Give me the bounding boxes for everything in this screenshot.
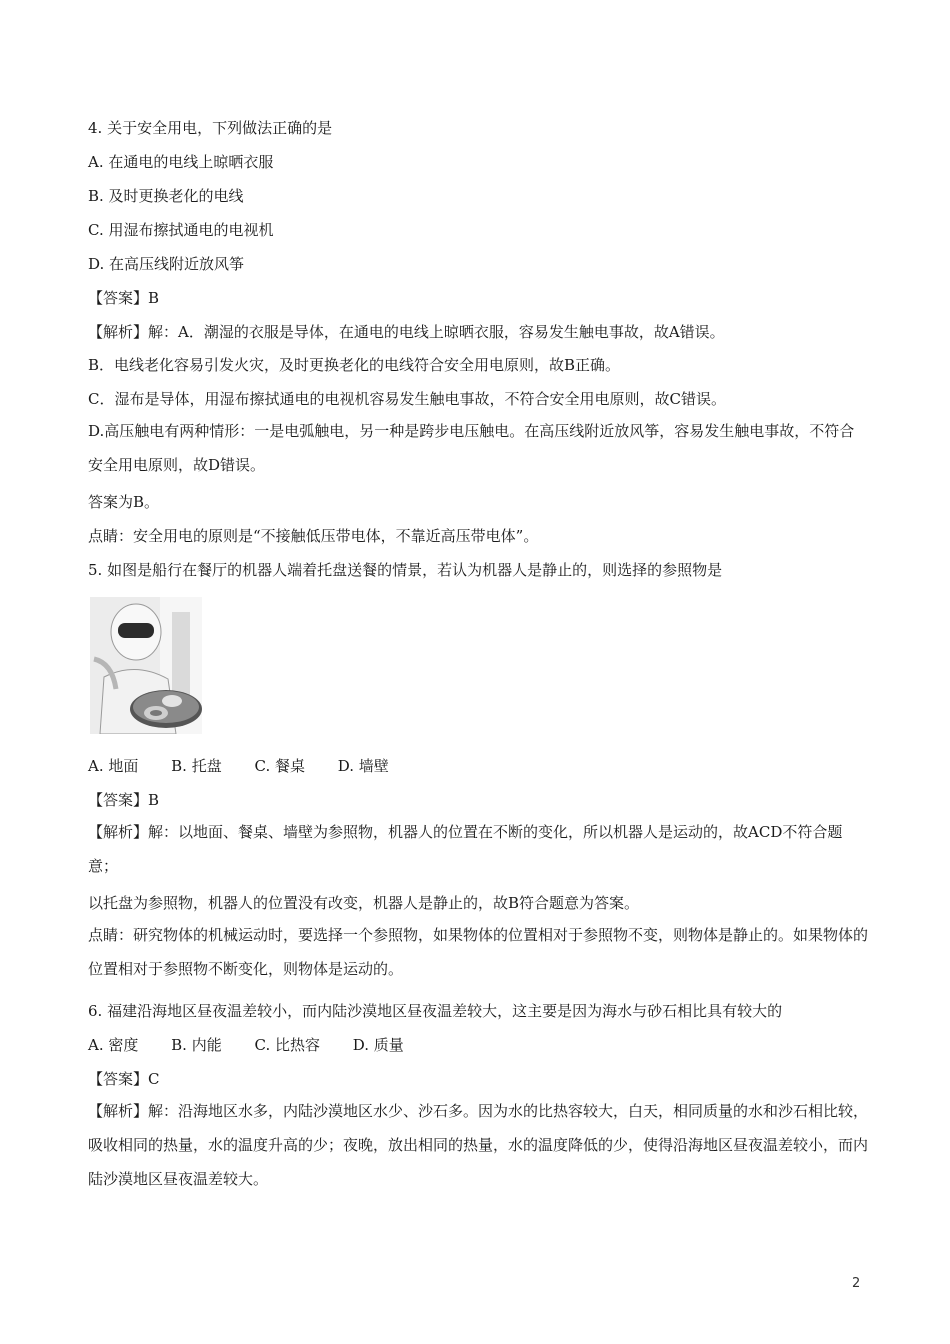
q4-conclusion: 答案为B。 [88, 493, 160, 511]
q6-option-a: A. 密度 [88, 1036, 139, 1054]
q6-option-d: D. 质量 [352, 1036, 404, 1054]
q5-option-d: D. 墙壁 [337, 757, 389, 775]
q5-options [88, 756, 417, 776]
q4-tip: 点睛：安全用电的原则是“不接触低压带电体，不靠近高压带电体”。 [88, 527, 539, 545]
q6-options [88, 1035, 432, 1055]
q6-option-c: C. 比热容 [254, 1036, 320, 1054]
q5-analysis: 【解析】解：以地面、餐桌、墙壁为参照物，机器人的位置在不断的变化，所以机器人是运动的，故ACD不符合题意； [88, 823, 843, 875]
q4-option-d: D. 在高压线附近放风筝 [88, 255, 245, 273]
q4-answer: 【答案】B [88, 289, 160, 307]
q5-answer: 【答案】B [88, 791, 160, 809]
q5-tip: 点睛：研究物体的机械运动时，要选择一个参照物，如果物体的位置相对于参照物不变，则物体是静止的。如果物体的位置相对于参照物不断变化，则物体是运动的。 [88, 926, 869, 978]
q4-stem: 4. 关于安全用电，下列做法正确的是 [88, 119, 333, 137]
q6-stem: 6. 福建沿海地区昼夜温差较小，而内陆沙漠地区昼夜温差较大，这主要是因为海水与砂石相比具有较大的 [88, 1002, 783, 1020]
q5-option-c: C. 餐桌 [254, 757, 305, 775]
q4-analysis-d: D.高压触电有两种情形：一是电弧触电，另一种是跨步电压触电。在高压线附近放风筝，容易发生触电事故，不符合安全用电原则，故D错误。 [88, 422, 855, 474]
q5-option-a: A. 地面 [88, 757, 139, 775]
q6-answer: 【答案】C [88, 1070, 160, 1088]
q5-stem: 5. 如图是船行在餐厅的机器人端着托盘送餐的情景，若认为机器人是静止的，则选择的参照物是 [88, 561, 723, 579]
q4-option-a: A. 在通电的电线上晾晒衣服 [88, 153, 274, 171]
q4-analysis-a: 【解析】解：A．潮湿的衣服是导体，在通电的电线上晾晒衣服，容易发生触电事故，故A错误。 [88, 323, 725, 341]
q4-analysis-c: C．湿布是导体，用湿布擦拭通电的电视机容易发生触电事故，不符合安全用电原则，故C错误。 [88, 390, 726, 408]
q6-analysis: 【解析】解：沿海地区水多，内陆沙漠地区水少、沙石多。因为水的比热容较大，白天，相同质量的水和沙石相比较，吸收相同的热量，水的温度升高的少；夜晚，放出相同的热量，水的温度降低的少，使得沿海地区昼夜温差较小，而内陆沙漠地区昼夜温差较大。 [88, 1102, 869, 1188]
q5-analysis-2: 以托盘为参照物，机器人的位置没有改变，机器人是静止的，故B符合题意为答案。 [88, 894, 640, 912]
robot-waiter-image [90, 597, 202, 734]
q4-analysis-b: B．电线老化容易引发火灾，及时更换老化的电线符合安全用电原则，故B正确。 [88, 356, 621, 374]
robot-illustration [90, 597, 202, 734]
q5-option-b: B. 托盘 [171, 757, 222, 775]
q4-option-c: C. 用湿布擦拭通电的电视机 [88, 221, 274, 239]
q6-option-b: B. 内能 [171, 1036, 222, 1054]
q4-option-b: B. 及时更换老化的电线 [88, 187, 244, 205]
page-number: 2 [852, 1276, 861, 1291]
